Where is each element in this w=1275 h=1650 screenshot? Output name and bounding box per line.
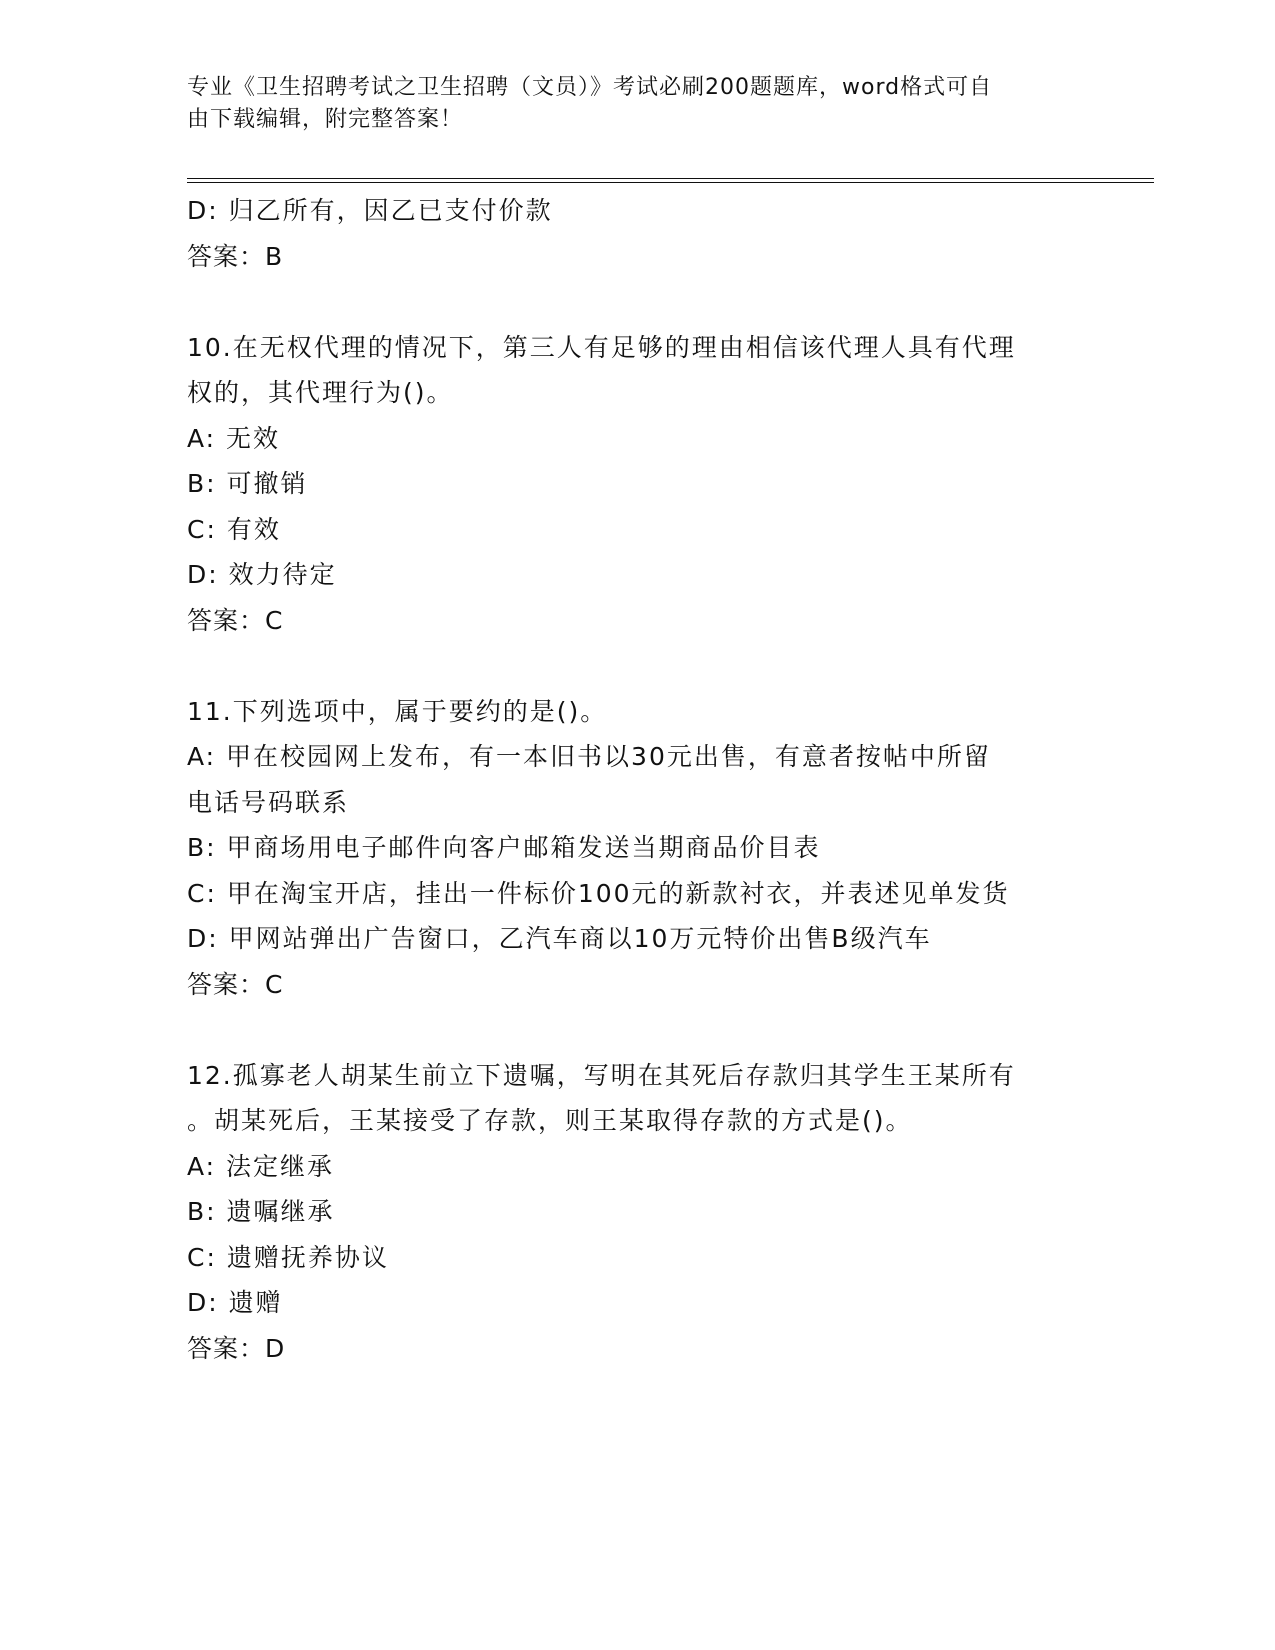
spacer	[187, 279, 1077, 325]
question-stem-cont: 。胡某死后，王某接受了存款，则王某取得存款的方式是()。	[187, 1106, 913, 1135]
option-a-cont: 电话号码联系	[187, 787, 350, 817]
spacer	[187, 643, 1077, 689]
option-a: A: 法定继承	[187, 1151, 335, 1181]
question-stem: 12.孤寡老人胡某生前立下遗嘱，写明在其死后存款归其学生王某所有	[187, 1060, 1016, 1090]
answer-line: 答案：B	[187, 241, 284, 271]
option-b: B: 甲商场用电子邮件向客户邮箱发送当期商品价目表	[187, 833, 821, 862]
header-divider-bottom	[187, 182, 1154, 183]
option-c: C: 有效	[187, 514, 281, 544]
answer-line: 答案：C	[187, 605, 284, 635]
option-c: C: 甲在淘宝开店，挂出一件标价100元的新款衬衣，并表述见单发货	[187, 878, 1010, 908]
question-12	[187, 1053, 1077, 1372]
option-b: B: 遗嘱继承	[187, 1197, 335, 1226]
question-stem: 10.在无权代理的情况下，第三人有足够的理由相信该代理人具有代理	[187, 332, 1016, 362]
question-10	[187, 325, 1077, 644]
answer-line: 答案：D	[187, 1333, 286, 1363]
answer-line: 答案：C	[187, 969, 284, 999]
document-body	[187, 188, 1077, 1371]
question-stem: 11.下列选项中，属于要约的是()。	[187, 696, 608, 726]
option-a: A: 甲在校园网上发布，有一本旧书以30元出售，有意者按帖中所留	[187, 742, 991, 771]
option-d: D: 效力待定	[187, 560, 337, 589]
option-b: B: 可撤销	[187, 469, 308, 498]
header-divider-top	[187, 178, 1154, 179]
option-d: D: 甲网站弹出广告窗口，乙汽车商以10万元特价出售B级汽车	[187, 924, 932, 953]
header-line-1: 专业《卫生招聘考试之卫生招聘（文员）》考试必刷200题题库，word格式可自	[187, 75, 993, 100]
question-11	[187, 689, 1077, 1008]
option-d: D: 归乙所有，因乙已支付价款	[187, 196, 553, 225]
question-stem-cont: 权的，其代理行为()。	[187, 378, 454, 407]
option-c: C: 遗赠抚养协议	[187, 1242, 389, 1272]
spacer	[187, 1007, 1077, 1053]
question-9-tail	[187, 188, 1077, 279]
document-header	[187, 72, 1067, 136]
option-a: A: 无效	[187, 423, 281, 453]
option-d: D: 遗赠	[187, 1288, 283, 1317]
header-line-2: 由下载编辑，附完整答案！	[187, 107, 464, 132]
